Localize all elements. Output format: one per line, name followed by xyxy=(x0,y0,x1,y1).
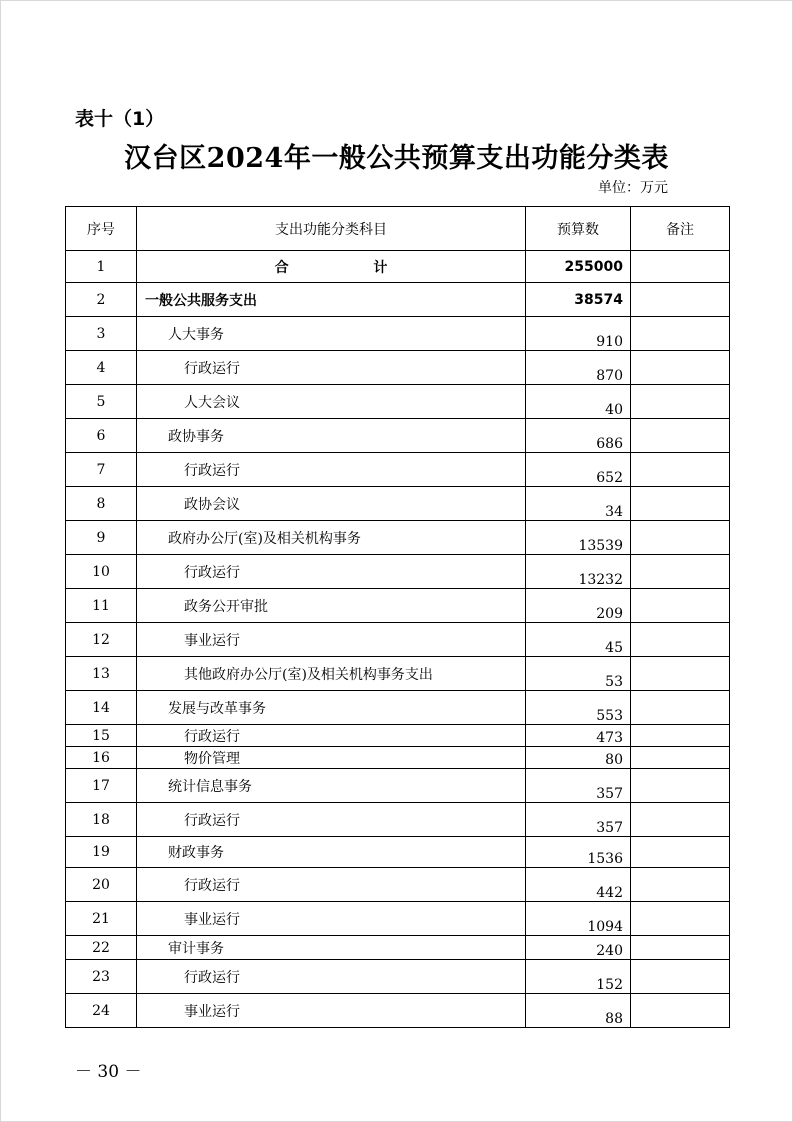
table-row xyxy=(66,725,730,747)
row-amount: 255000 xyxy=(526,251,631,283)
row-note xyxy=(631,657,730,691)
table-row xyxy=(66,691,730,725)
row-item-name: 政府办公厅(室)及相关机构事务 xyxy=(137,521,526,555)
table-row xyxy=(66,902,730,936)
row-note xyxy=(631,555,730,589)
row-amount: 870 xyxy=(526,351,631,385)
table-row xyxy=(66,747,730,769)
row-amount: 38574 xyxy=(526,283,631,317)
row-item-name: 财政事务 xyxy=(137,837,526,868)
table-row xyxy=(66,283,730,317)
row-number: 19 xyxy=(66,837,137,868)
row-amount: 152 xyxy=(526,960,631,994)
row-number: 6 xyxy=(66,419,137,453)
row-amount: 13232 xyxy=(526,555,631,589)
row-note xyxy=(631,960,730,994)
row-note xyxy=(631,521,730,555)
row-item-name: 物价管理 xyxy=(137,747,526,769)
row-amount: 553 xyxy=(526,691,631,725)
row-number: 22 xyxy=(66,936,137,960)
row-item-name: 统计信息事务 xyxy=(137,769,526,803)
row-number: 12 xyxy=(66,623,137,657)
row-number: 11 xyxy=(66,589,137,623)
page-title: 汉台区2024年一般公共预算支出功能分类表 xyxy=(124,143,669,174)
row-note xyxy=(631,419,730,453)
row-item-name: 审计事务 xyxy=(137,936,526,960)
row-amount: 80 xyxy=(526,747,631,769)
header-amount: 预算数 xyxy=(526,207,631,251)
row-amount: 53 xyxy=(526,657,631,691)
row-amount: 209 xyxy=(526,589,631,623)
row-item-name: 人大会议 xyxy=(137,385,526,419)
row-number: 15 xyxy=(66,725,137,747)
budget-table xyxy=(65,206,730,1028)
table-row xyxy=(66,555,730,589)
row-note xyxy=(631,803,730,837)
row-note xyxy=(631,725,730,747)
row-note xyxy=(631,351,730,385)
row-number: 3 xyxy=(66,317,137,351)
row-number: 23 xyxy=(66,960,137,994)
table-row xyxy=(66,994,730,1028)
row-item-name: 其他政府办公厅(室)及相关机构事务支出 xyxy=(137,657,526,691)
header-name: 支出功能分类科目 xyxy=(137,207,526,251)
header-row xyxy=(66,207,730,251)
header-no: 序号 xyxy=(66,207,137,251)
row-item-name: 合 计 xyxy=(137,251,526,283)
row-item-name: 行政运行 xyxy=(137,960,526,994)
row-note xyxy=(631,317,730,351)
row-amount: 473 xyxy=(526,725,631,747)
table-row xyxy=(66,657,730,691)
row-note xyxy=(631,994,730,1028)
row-amount: 1094 xyxy=(526,902,631,936)
row-item-name: 政协会议 xyxy=(137,487,526,521)
table-row xyxy=(66,521,730,555)
table-row xyxy=(66,419,730,453)
row-amount: 442 xyxy=(526,868,631,902)
row-amount: 1536 xyxy=(526,837,631,868)
table-row xyxy=(66,351,730,385)
table-row xyxy=(66,960,730,994)
table-row xyxy=(66,803,730,837)
row-item-name: 行政运行 xyxy=(137,351,526,385)
row-note xyxy=(631,487,730,521)
row-note xyxy=(631,769,730,803)
row-note xyxy=(631,453,730,487)
row-number: 5 xyxy=(66,385,137,419)
row-amount: 13539 xyxy=(526,521,631,555)
row-note xyxy=(631,385,730,419)
row-note xyxy=(631,747,730,769)
table-row xyxy=(66,251,730,283)
row-number: 13 xyxy=(66,657,137,691)
row-amount: 652 xyxy=(526,453,631,487)
row-note xyxy=(631,936,730,960)
row-number: 21 xyxy=(66,902,137,936)
row-note xyxy=(631,691,730,725)
row-number: 1 xyxy=(66,251,137,283)
row-item-name: 人大事务 xyxy=(137,317,526,351)
row-item-name: 事业运行 xyxy=(137,994,526,1028)
row-amount: 357 xyxy=(526,769,631,803)
row-amount: 910 xyxy=(526,317,631,351)
table-row xyxy=(66,936,730,960)
row-amount: 45 xyxy=(526,623,631,657)
table-row xyxy=(66,868,730,902)
row-item-name: 行政运行 xyxy=(137,803,526,837)
row-number: 2 xyxy=(66,283,137,317)
row-item-name: 行政运行 xyxy=(137,453,526,487)
row-amount: 40 xyxy=(526,385,631,419)
header-note: 备注 xyxy=(631,207,730,251)
table-row xyxy=(66,317,730,351)
row-note xyxy=(631,251,730,283)
row-number: 17 xyxy=(66,769,137,803)
table-number: 表十（1） xyxy=(75,108,165,130)
table-row xyxy=(66,769,730,803)
row-note xyxy=(631,868,730,902)
row-item-name: 事业运行 xyxy=(137,902,526,936)
row-item-name: 行政运行 xyxy=(137,555,526,589)
row-amount: 357 xyxy=(526,803,631,837)
row-number: 20 xyxy=(66,868,137,902)
row-item-name: 行政运行 xyxy=(137,725,526,747)
row-item-name: 一般公共服务支出 xyxy=(137,283,526,317)
row-amount: 686 xyxy=(526,419,631,453)
table-row xyxy=(66,837,730,868)
row-item-name: 政务公开审批 xyxy=(137,589,526,623)
row-number: 10 xyxy=(66,555,137,589)
table-row xyxy=(66,623,730,657)
row-item-name: 事业运行 xyxy=(137,623,526,657)
row-number: 18 xyxy=(66,803,137,837)
row-number: 16 xyxy=(66,747,137,769)
page-number: － 30 － xyxy=(75,1062,142,1082)
table-row xyxy=(66,453,730,487)
table-row xyxy=(66,487,730,521)
row-number: 14 xyxy=(66,691,137,725)
row-item-name: 发展与改革事务 xyxy=(137,691,526,725)
row-note xyxy=(631,283,730,317)
row-amount: 88 xyxy=(526,994,631,1028)
unit-label: 单位：万元 xyxy=(598,180,668,196)
table-row xyxy=(66,589,730,623)
row-amount: 240 xyxy=(526,936,631,960)
row-number: 7 xyxy=(66,453,137,487)
row-amount: 34 xyxy=(526,487,631,521)
table-body xyxy=(66,251,730,1028)
row-number: 4 xyxy=(66,351,137,385)
table-row xyxy=(66,385,730,419)
row-number: 9 xyxy=(66,521,137,555)
row-note xyxy=(631,837,730,868)
row-item-name: 政协事务 xyxy=(137,419,526,453)
row-number: 24 xyxy=(66,994,137,1028)
row-note xyxy=(631,623,730,657)
row-number: 8 xyxy=(66,487,137,521)
row-note xyxy=(631,589,730,623)
row-note xyxy=(631,902,730,936)
row-item-name: 行政运行 xyxy=(137,868,526,902)
